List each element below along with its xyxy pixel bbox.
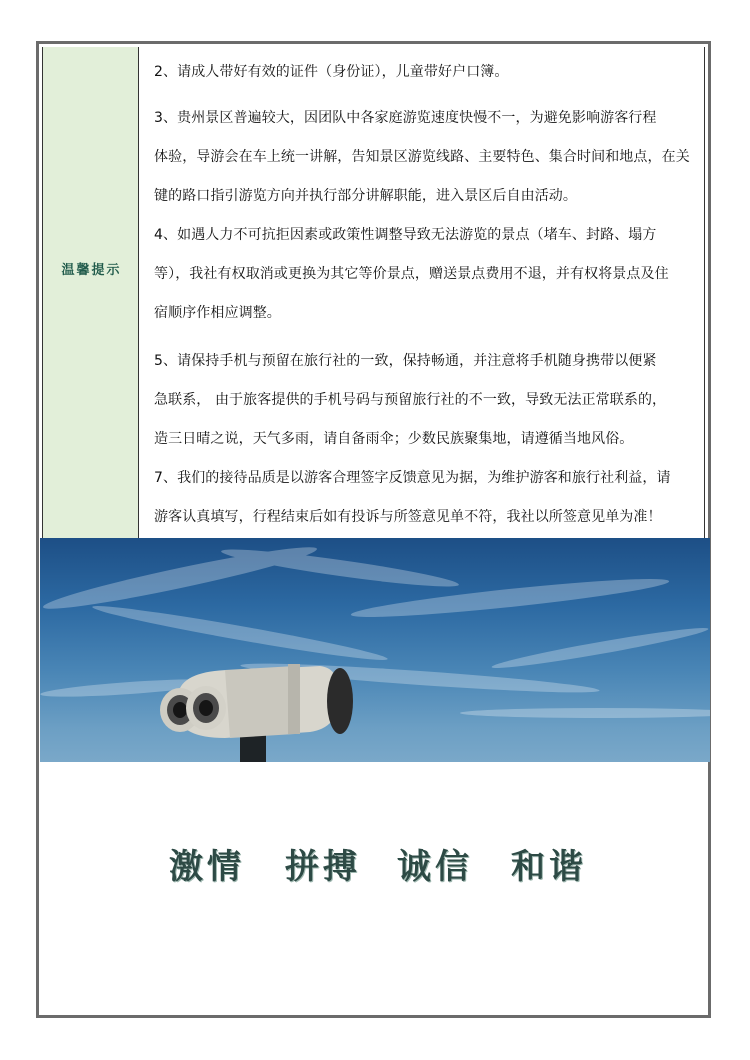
tip-item-3 bbox=[154, 99, 698, 216]
tip-line: 2、请成人带好有效的证件（身份证），儿童带好户口簿。 bbox=[154, 64, 509, 80]
tip-item-4 bbox=[154, 216, 698, 333]
binocular-sky-banner bbox=[40, 538, 710, 762]
tips-content-cell bbox=[139, 47, 705, 538]
tip-line: 4、如遇人力不可抗拒因素或政策性调整导致无法游览的景点（堵车、封路、塌方 bbox=[154, 227, 657, 243]
motto-slogan bbox=[39, 839, 709, 889]
motto-word: 和谐 bbox=[511, 847, 587, 887]
motto-word: 诚信 bbox=[397, 847, 473, 887]
tip-line: 3、贵州景区普遍较大，因团队中各家庭游览速度快慢不一，为避免影响游客行程 bbox=[154, 110, 657, 126]
page-frame bbox=[36, 41, 711, 1018]
tips-label-cell bbox=[42, 47, 139, 538]
tip-line: 造三日晴之说，天气多雨，请自备雨伞；少数民族聚集地，请遵循当地风俗。 bbox=[154, 431, 634, 447]
binocular-viewer bbox=[160, 664, 353, 762]
tip-line: 键的路口指引游览方向并执行部分讲解职能，进入景区后自由活动。 bbox=[154, 188, 577, 204]
tip-item-7 bbox=[154, 459, 698, 537]
motto-word: 拼搏 bbox=[285, 847, 361, 887]
tip-line: 宿顺序作相应调整。 bbox=[154, 305, 281, 321]
motto-word: 激情 bbox=[169, 847, 245, 887]
tip-line: 体验，导游会在车上统一讲解，告知景区游览线路、主要特色、集合时间和地点，在关 bbox=[154, 149, 690, 165]
cloud-streaks bbox=[40, 539, 710, 718]
tip-item-5 bbox=[154, 342, 698, 459]
tip-line: 等），我社有权取消或更换为其它等价景点，赠送景点费用不退，并有权将景点及住 bbox=[154, 266, 669, 282]
tip-item-2 bbox=[154, 53, 698, 92]
tip-line: 游客认真填写，行程结束后如有投诉与所签意见单不符，我社以所签意见单为准！ bbox=[154, 509, 662, 525]
tip-line: 5、请保持手机与预留在旅行社的一致，保持畅通，并注意将手机随身携带以便紧 bbox=[154, 353, 657, 369]
tips-table bbox=[42, 47, 705, 538]
tips-label: 温馨提示 bbox=[61, 263, 122, 278]
binocular-sky-illustration bbox=[40, 538, 710, 762]
tip-line: 7、我们的接待品质是以游客合理签字反馈意见为据，为维护游客和旅行社利益，请 bbox=[154, 470, 671, 486]
tip-line: 急联系， 由于旅客提供的手机号码与预留旅行社的不一致，导致无法正常联系的， bbox=[154, 392, 667, 408]
